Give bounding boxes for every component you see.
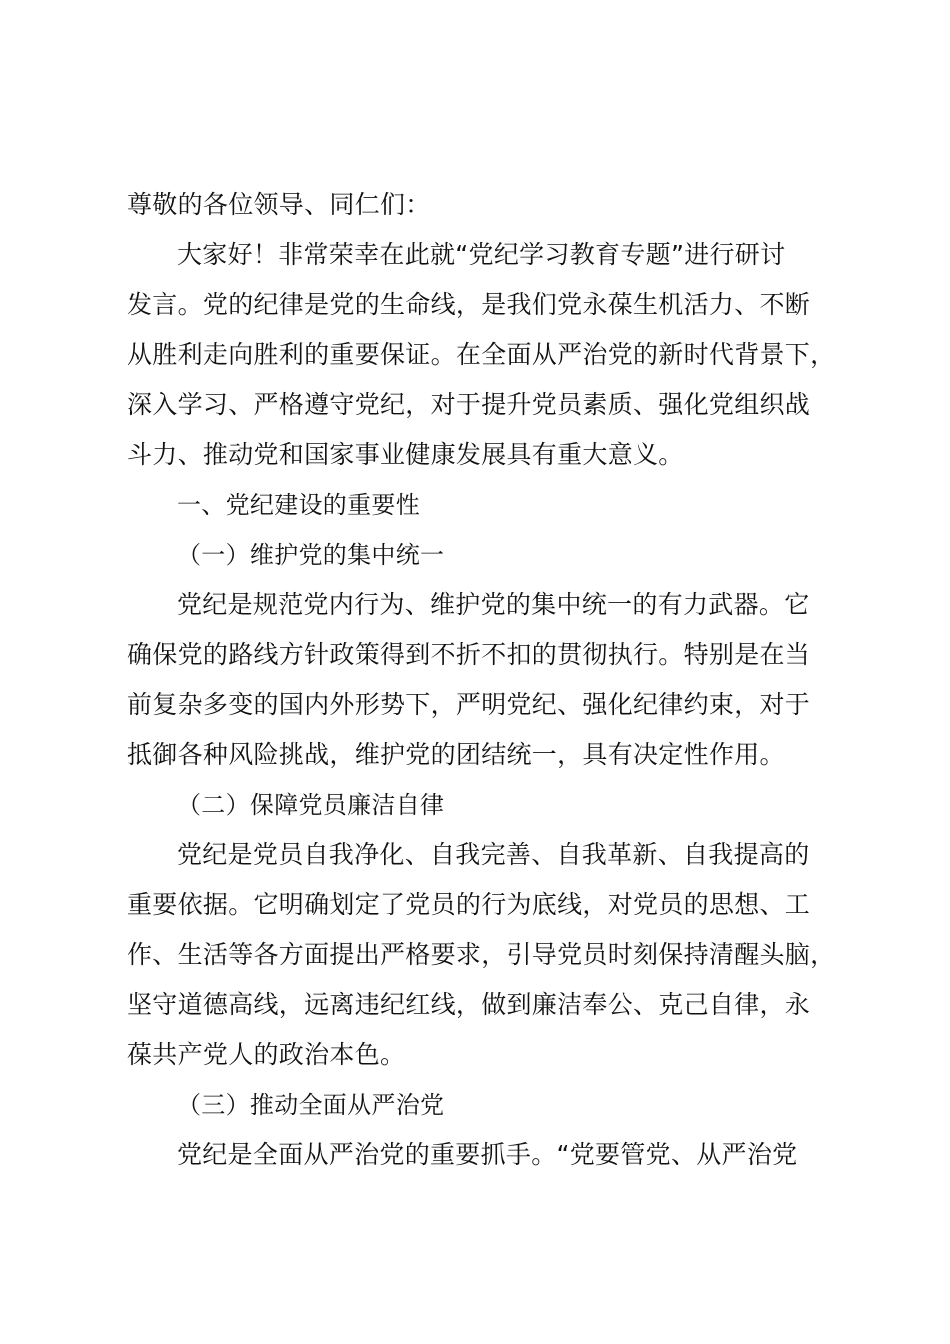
paragraph-line: 党纪是党员自我净化、自我完善、自我革新、自我提高的 xyxy=(177,840,810,869)
subsection-heading: （一）维护党的集中统一 xyxy=(177,541,445,569)
paragraph-line: 抵御各种风险挑战，维护党的团结统一，具有决定性作用。 xyxy=(127,740,785,769)
document-body xyxy=(127,180,836,1180)
section-heading: 一、党纪建设的重要性 xyxy=(177,491,420,519)
paragraph-line: 作、生活等各方面提出严格要求，引导党员时刻保持清醒头脑， xyxy=(127,940,836,969)
paragraph-line: 党纪是规范党内行为、维护党的集中统一的有力武器。它 xyxy=(177,590,810,619)
paragraph-line: 斗力、推动党和国家事业健康发展具有重大意义。 xyxy=(127,440,684,469)
paragraph-line: 深入学习、严格遵守党纪，对于提升党员素质、强化党组织战 xyxy=(127,390,811,419)
paragraph-line: 发言。党的纪律是党的生命线，是我们党永葆生机活力、不断 xyxy=(127,290,811,319)
paragraph-line: 重要依据。它明确划定了党员的行为底线，对党员的思想、工 xyxy=(127,890,811,919)
paragraph-line: 坚守道德高线，远离违纪红线，做到廉洁奉公、克己自律，永 xyxy=(127,990,811,1019)
subsection-heading: （二）保障党员廉洁自律 xyxy=(177,791,445,819)
paragraph-line: 确保党的路线方针政策得到不折不扣的贯彻执行。特别是在当 xyxy=(127,640,811,669)
paragraph-line: 从胜利走向胜利的重要保证。在全面从严治党的新时代背景下， xyxy=(127,340,836,369)
salutation: 尊敬的各位领导、同仁们： xyxy=(127,190,431,219)
paragraph-line: 前复杂多变的国内外形势下，严明党纪、强化纪律约束，对于 xyxy=(127,690,811,719)
paragraph-line: 葆共产党人的政治本色。 xyxy=(127,1040,406,1069)
paragraph-line: 大家好！非常荣幸在此就“党纪学习教育专题”进行研讨 xyxy=(177,240,786,269)
subsection-heading: （三）推动全面从严治党 xyxy=(177,1091,445,1119)
paragraph-line: 党纪是全面从严治党的重要抓手。“党要管党、从严治党 xyxy=(177,1140,798,1169)
